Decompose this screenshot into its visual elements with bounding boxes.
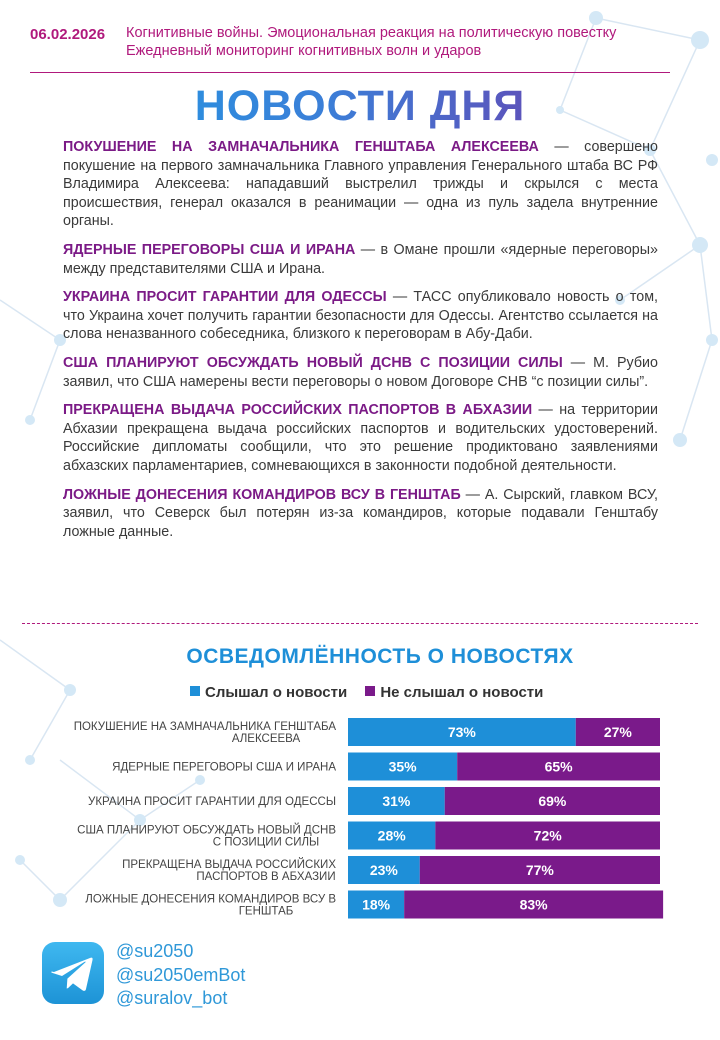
data-label: 69%: [538, 793, 567, 809]
data-label: 73%: [447, 724, 476, 740]
header-line-2: Ежедневный мониторинг когнитивных волн и ударов: [126, 43, 482, 59]
category-label: США ПЛАНИРУЮТ ОБСУЖДАТЬ НОВЫЙ ДСНВ С ПОЗИЦИИ СИЛЫ: [77, 824, 336, 849]
news-body: — в Омане прошли «ядерные переговоры» между представителями США и Ирана.: [63, 241, 658, 277]
data-label: 77%: [525, 862, 554, 878]
header-rule: [30, 72, 670, 73]
telegram-icon: [42, 942, 104, 1004]
telegram-handle[interactable]: @su2050: [116, 941, 194, 961]
category-label: УКРАИНА ПРОСИТ ГАРАНТИИ ДЛЯ ОДЕССЫ: [88, 796, 336, 808]
data-label: 35%: [388, 758, 417, 775]
news-list: [63, 138, 658, 551]
news-item: [63, 288, 658, 344]
news-headline: США ПЛАНИРУЮТ ОБСУЖДАТЬ НОВЫЙ ДСНВ С ПОЗИЦИИ СИЛЫ: [63, 354, 563, 371]
news-item: [63, 401, 658, 475]
news-headline: ЛОЖНЫЕ ДОНЕСЕНИЯ КОМАНДИРОВ ВСУ В ГЕНШТАБ: [63, 486, 461, 503]
header-subtitle: [126, 24, 616, 60]
category-label: ЛОЖНЫЕ ДОНЕСЕНИЯ КОМАНДИРОВ ВСУ В ГЕНШТАБ: [85, 893, 336, 918]
legend-label-heard: Слышал о новости: [205, 684, 348, 701]
news-headline: ЯДЕРНЫЕ ПЕРЕГОВОРЫ США И ИРАНА: [63, 241, 356, 258]
news-item: [63, 241, 658, 278]
category-label: ПОКУШЕНИЕ НА ЗАМНАЧАЛЬНИКА ГЕНШТАБА АЛЕКСЕЕВА: [73, 721, 336, 745]
news-body: — на территории Абхазии прекращена выдача российских паспортов и водительских удостоверений. Российские дипломаты сообщили, что это решение продиктовано заявлениями абхазских парламентариев, сомневающихся в законности подобной деятельности.: [63, 402, 658, 474]
legend-label-not-heard: Не слышал о новости: [380, 684, 544, 701]
news-item: [63, 138, 658, 231]
news-headline: УКРАИНА ПРОСИТ ГАРАНТИИ ДЛЯ ОДЕССЫ: [63, 289, 387, 306]
data-label: 72%: [533, 827, 562, 844]
news-headline: ПОКУШЕНИЕ НА ЗАМНАЧАЛЬНИКА ГЕНШТАБА АЛЕКСЕЕВА: [63, 139, 539, 155]
news-headline: ПРЕКРАЩЕНА ВЫДАЧА РОССИЙСКИХ ПАСПОРТОВ В АБХАЗИИ: [63, 402, 533, 419]
page-title: НОВОСТИ ДНЯ: [0, 82, 720, 131]
awareness-chart: [0, 712, 720, 936]
data-label: 23%: [369, 862, 398, 878]
legend-swatch-heard: [190, 686, 200, 696]
legend-item-heard: [190, 684, 347, 701]
category-label: ЯДЕРНЫЕ ПЕРЕГОВОРЫ США И ИРАНА: [112, 761, 336, 774]
header-line-1: Когнитивные войны. Эмоциональная реакция на политическую повестку: [126, 25, 617, 41]
data-label: 65%: [544, 758, 573, 775]
report-date: 06.02.2026: [30, 26, 106, 43]
data-label: 27%: [603, 724, 632, 740]
data-label: 31%: [382, 793, 411, 809]
news-body: — А. Сырский, главком ВСУ, заявил, что Северск был потерян из-за командиров, которые подавали Генштабу ложные данные.: [63, 486, 658, 540]
news-body: — совершено покушение на первого замначальника Главного управления Генерального штаба ВС РФ Владимира Алексеева: нападавший выстрелил трижды и скрылся с места происшествия, генерал оказался в реанимации — одна из пуль задела внутренние органы.: [63, 139, 658, 230]
data-label: 83%: [519, 896, 548, 913]
telegram-handle[interactable]: @su2050emBot: [116, 964, 246, 985]
telegram-handles: [116, 940, 245, 1011]
chart-legend: [190, 684, 557, 701]
news-body: — М. Рубио заявил, что США намерены вести переговоры о новом Договоре СНВ “с позиции силы”.: [63, 354, 658, 390]
category-label: ПРЕКРАЩЕНА ВЫДАЧА РОССИЙСКИХ ПАСПОРТОВ В АБХАЗИИ: [122, 859, 336, 883]
telegram-handle[interactable]: @suralov_bot: [116, 988, 228, 1008]
data-label: 18%: [362, 896, 391, 913]
chart-title: ОСВЕДОМЛЁННОСТЬ О НОВОСТЯХ: [186, 645, 574, 668]
legend-swatch-not-heard: [365, 686, 375, 696]
legend-item-not-heard: [365, 684, 543, 701]
news-item: [63, 354, 658, 391]
data-label: 28%: [377, 827, 406, 844]
news-item: [63, 486, 658, 542]
news-body: — ТАСС опубликовало новость о том, что Украина хочет получить гарантии безопасности для Одессы. Агентство ссылается на слова неназванного собеседника, близкого к переговорам в Абу-Даби.: [63, 289, 659, 343]
section-divider: [22, 623, 698, 624]
